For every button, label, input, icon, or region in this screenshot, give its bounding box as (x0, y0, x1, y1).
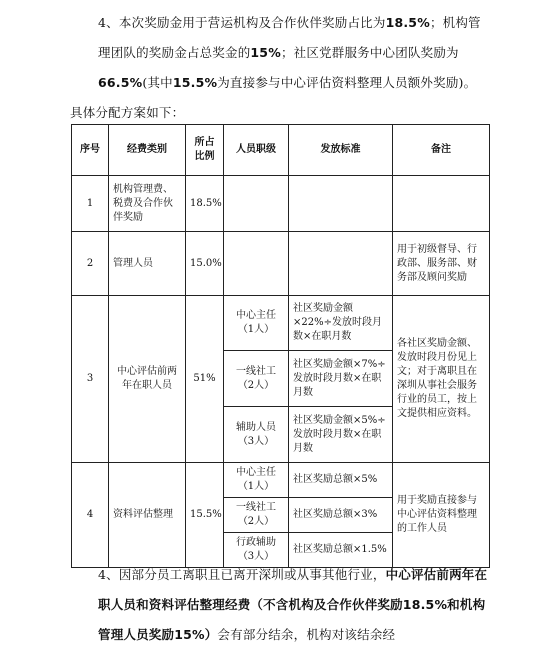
cell-level (224, 176, 289, 232)
table-row (72, 176, 490, 232)
text-segment: 4、本次奖励金用于营运机构及合作伙伴奖励占比为 (98, 15, 386, 30)
allocation-table (71, 124, 490, 568)
paragraph-reward-ratio (70, 8, 490, 128)
text-segment: ；机构管理团队的奖励金占总奖金的 (98, 15, 481, 60)
cell-ratio: 15.5% (186, 463, 224, 568)
text-segment: 4、因部分员工离职且已离开深圳或从事其他行业， (98, 567, 386, 582)
cell-remark: 用于奖励直接参与中心评估资料整理的工作人员 (393, 463, 490, 568)
table-row (72, 296, 490, 351)
cell-no: 1 (72, 176, 109, 232)
table-header-row (72, 125, 490, 176)
header-cell: 经费类别 (109, 125, 186, 176)
paragraph-text (70, 8, 490, 98)
cell-no: 4 (72, 463, 109, 568)
header-cell: 序号 (72, 125, 109, 176)
bold-clause: 中心评估前两年在职人员和资料评估整理经费（不含机构及合作伙伴奖励18.5%和机构管理人员奖励15%） (98, 567, 488, 642)
cell-remark: 各社区奖励金额、发放时段月份见上文；对于离职且在深圳从事社会服务行业的员工，按上文提供相应资料。 (393, 296, 490, 463)
cell-level: 中心主任（1人） (224, 296, 289, 351)
header-cell: 人员职级 (224, 125, 289, 176)
cell-no: 2 (72, 232, 109, 296)
cell-level: 中心主任（1人） (224, 463, 289, 498)
cell-standard: 社区奖励金额×5%÷发放时段月数×在职月数 (289, 407, 393, 463)
paragraph-surplus (70, 560, 490, 650)
header-cell: 备注 (393, 125, 490, 176)
bold-percent: 66.5% (98, 75, 143, 90)
plan-intro: 具体分配方案如下： (70, 105, 185, 120)
cell-standard: 社区奖励金额×7%÷发放时段月数×在职月数 (289, 351, 393, 407)
cell-level: 行政辅助（3人） (224, 533, 289, 568)
cell-standard: 社区奖励总额×1.5% (289, 533, 393, 568)
cell-ratio: 51% (186, 296, 224, 463)
cell-standard: 社区奖励总额×3% (289, 498, 393, 533)
cell-category: 机构管理费、税费及合作伙伴奖励 (109, 176, 186, 232)
paragraph-text (70, 560, 490, 650)
text-segment: 会有部分结余，机构对该结余经 (217, 627, 396, 642)
cell-standard: 社区奖励金额×22%÷发放时段月数×在职月数 (289, 296, 393, 351)
cell-level: 辅助人员（3人） (224, 407, 289, 463)
bold-percent: 18.5% (385, 15, 430, 30)
cell-standard (289, 232, 393, 296)
cell-level: 一线社工（2人） (224, 351, 289, 407)
cell-remark: 用于初级督导、行政部、服务部、财务部及顾问奖励 (393, 232, 490, 296)
text-segment: 为直接参与中心评估资料整理人员额外奖励)。 (217, 75, 477, 90)
table-row (72, 232, 490, 296)
cell-level (224, 232, 289, 296)
bold-percent: 15% (250, 45, 281, 60)
cell-category: 中心评估前两年在职人员 (109, 296, 186, 463)
bold-percent: 15.5% (172, 75, 218, 90)
text-segment: ；社区党群服务中心团队奖励为 (280, 45, 459, 60)
text-segment: (其中 (142, 75, 173, 90)
cell-category: 资料评估整理 (109, 463, 186, 568)
header-cell: 发放标准 (289, 125, 393, 176)
cell-category: 管理人员 (109, 232, 186, 296)
cell-ratio: 18.5% (186, 176, 224, 232)
cell-standard: 社区奖励总额×5% (289, 463, 393, 498)
cell-standard (289, 176, 393, 232)
cell-no: 3 (72, 296, 109, 463)
header-cell: 所占比例 (186, 125, 224, 176)
table-row (72, 463, 490, 498)
cell-ratio: 15.0% (186, 232, 224, 296)
cell-remark (393, 176, 490, 232)
cell-level: 一线社工（2人） (224, 498, 289, 533)
